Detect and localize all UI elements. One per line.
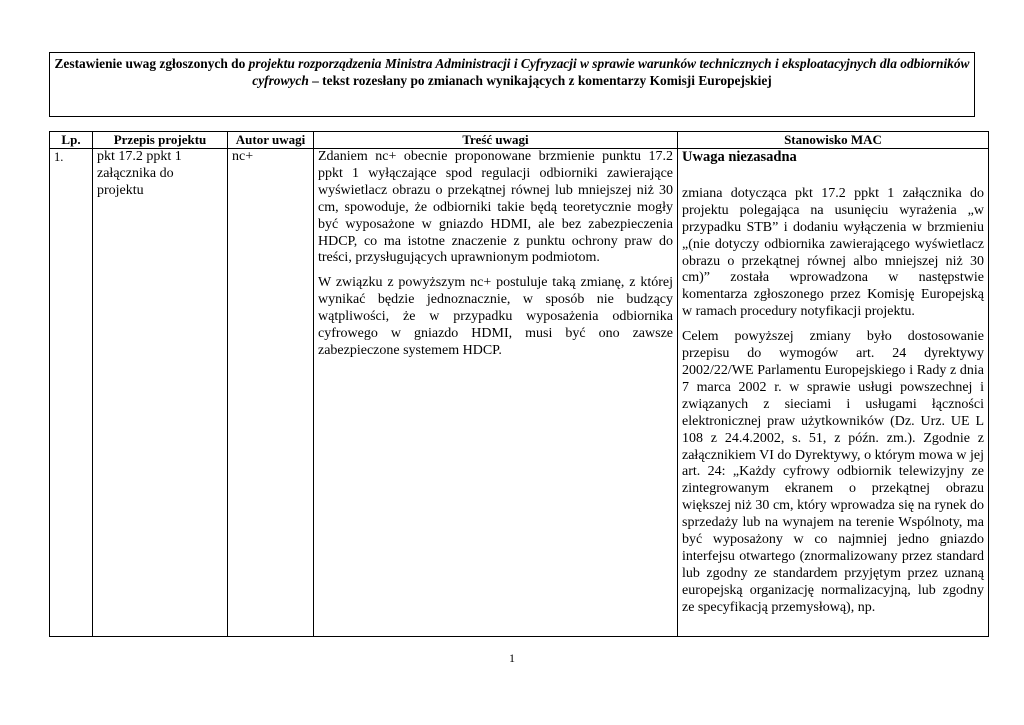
header-content: Treść uwagi [314,132,678,149]
position-paragraph-1: zmiana dotycząca pkt 17.2 ppkt 1 załącznika do projektu polegająca na usunięciu wyrażenia „w przypadku STB” i dodaniu wyłączenia w brzmieniu „(nie dotyczy odbiornika zawierającego wyświetlacz obrazu o przekątnej równej albo mniejszej niż 30 cm)” została wprowadzona w następstwie komentarza zgłoszonego przez Komisję Europejską w ramach procedury notyfikacji projektu. [682,185,984,320]
header-position: Stanowisko MAC [678,132,989,149]
title-text-italic: projektu rozporządzenia Ministra Administracji i Cyfryzacji w sprawie warunków technicznych i eksploatacyjnych dla odbiorników cyfrowych [248,56,970,88]
cell-author: nc+ [228,149,314,637]
header-provision: Przepis projektu [93,132,228,149]
title-text-plain: Zestawienie uwag zgłoszonych do [54,56,249,71]
cell-lp: 1. [50,149,93,637]
table-row [50,149,989,637]
page-number: 1 [509,651,515,665]
title-text-suffix: – tekst rozesłany po zmianach wynikających z komentarzy Komisji Europejskiej [308,73,772,88]
document-title [49,52,975,117]
content-paragraph-1: Zdaniem nc+ obecnie proponowane brzmienie punktu 17.2 ppkt 1 wyłączające spod regulacji odbiorniki zawierające wyświetlacz obrazu o przekątnej równej lub mniejszej niż 30 cm, spowoduje, że odbiorniki takie będą teoretycznie mogły być wyposażone w gniazdo HDMI, ale bez zabezpieczenia HDCP, co ma istotne znaczenie z punktu ochrony praw do treści, przysługujących uprawnionym podmiotom. [318,149,673,266]
cell-provision: pkt 17.2 ppkt 1 załącznika do projektu [93,149,228,637]
header-lp: Lp. [50,132,93,149]
verdict-label: Uwaga niezasadna [682,149,797,165]
content-paragraph-2: W związku z powyższym nc+ postuluje taką zmianę, z której wynikać będzie jednoznacznie, w sposób nie budzący wątpliwości, że w przypadku wyposażenia odbiornika cyfrowego w gniazdo HDMI, musi być ono zawsze zabezpieczone systemem HDCP. [318,275,673,358]
header-author: Autor uwagi [228,132,314,149]
table-header-row [50,132,989,149]
remarks-table [49,131,989,637]
cell-content [314,149,678,637]
position-paragraph-2: Celem powyższej zmiany było dostosowanie przepisu do wymogów art. 24 dyrektywy 2002/22/WE Parlamentu Europejskiego i Rady z dnia 7 marca 2002 r. w sprawie usługi powszechnej i związanych z sieciami i usługami łączności elektronicznej praw użytkowników (Dz. Urz. UE L 108 z 24.4.2002, s. 51, z późn. zm.). Zgodnie z załącznikiem VI do Dyrektywy, o którym mowa w jej art. 24: „Każdy cyfrowy odbiornik telewizyjny ze zintegrowanym ekranem o przekątnej obrazu większej niż 30 cm, który wprowadza się na rynek do sprzedaży lub na wynajem na terenie Wspólnoty, ma być wyposażony w co najmniej jedno gniazdo interfejsu otwartego (znormalizowany przez standard lub zgodny ze standardem przyjętym przez uznaną europejską organizację normalizacyjną, lub zgodny ze specyfikacją przemysłową), np. [682,329,984,615]
cell-position [678,149,989,637]
